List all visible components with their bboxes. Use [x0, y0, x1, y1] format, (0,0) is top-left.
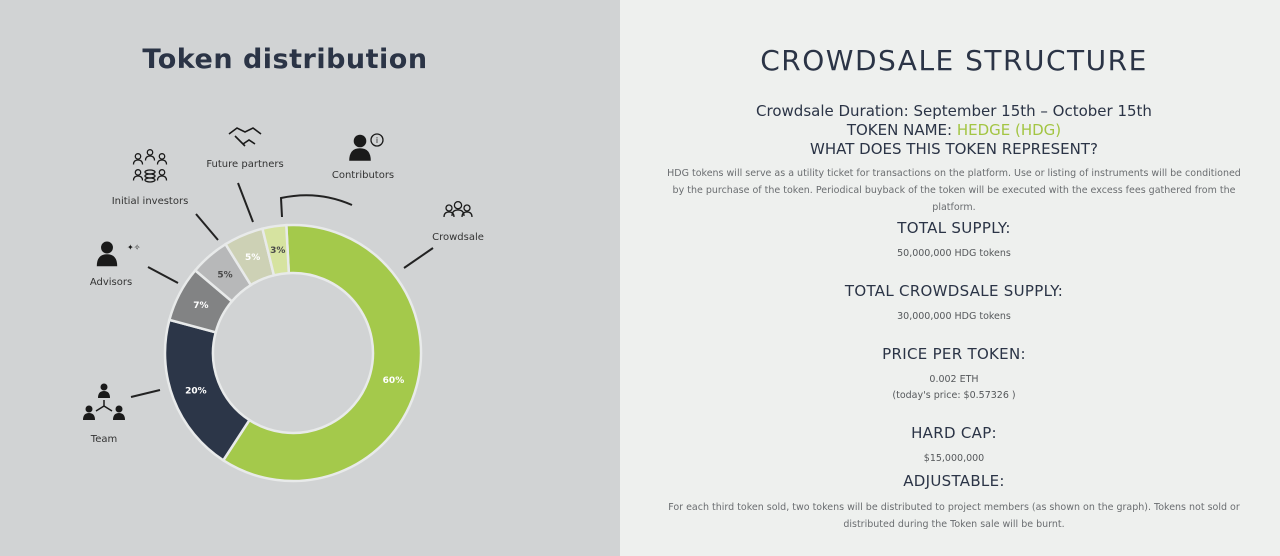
- category-label-crowdsale: Crowdsale: [432, 232, 484, 243]
- token-represent-heading: WHAT DOES THIS TOKEN REPRESENT?: [810, 140, 1098, 158]
- crowdsale-structure-title: CROWDSALE STRUCTURE: [760, 44, 1148, 77]
- donut-chart: [0, 0, 620, 556]
- value-label-future-partners: 5%: [245, 253, 261, 264]
- handshake-icon: [229, 128, 261, 146]
- total-supply-value: 50,000,000 HDG tokens: [897, 248, 1011, 259]
- token-name-label: TOKEN NAME:: [846, 121, 957, 139]
- connector-crowdsale: [404, 248, 433, 268]
- crowdsale-supply-value: 30,000,000 HDG tokens: [897, 311, 1011, 322]
- connector-advisors: [148, 267, 178, 283]
- crowdsale-structure-panel: [620, 0, 1280, 556]
- svg-text:i: i: [375, 136, 379, 145]
- hard-cap-value: $15,000,000: [923, 453, 985, 464]
- token-represent-text: HDG tokens will serve as a utility ticket for transactions on the platform. Use or listing of instruments will be conditioned by the purchase of the token. Periodical buyback of the token will be executed with the excess fees gathered from the platform.: [667, 168, 1241, 213]
- token-distribution-panel: [0, 0, 620, 556]
- adjustable-text: For each third token sold, two tokens will be distributed to project members (as shown on the graph). Tokens not sold or distributed during the Token sale will be burnt.: [668, 502, 1240, 530]
- category-label-advisors: Advisors: [89, 277, 133, 288]
- category-label-future-partners: Future partners: [206, 159, 284, 170]
- token-name-value: HEDGE (HDG): [956, 121, 1062, 139]
- value-label-crowdsale: 60%: [382, 375, 405, 386]
- investors-icon: [134, 150, 167, 182]
- adjustable-heading: ADJUSTABLE:: [903, 472, 1005, 490]
- crowdsale-supply-heading: TOTAL CROWDSALE SUPPLY:: [844, 282, 1064, 300]
- crowd-icon: [444, 202, 472, 217]
- value-label-contributors: 3%: [270, 246, 286, 257]
- svg-text:✦✧: ✦✧: [127, 243, 141, 252]
- value-label-team: 20%: [185, 386, 207, 397]
- total-supply-heading: TOTAL SUPPLY:: [897, 219, 1011, 237]
- connector-initial-investors: [196, 214, 218, 240]
- chart-title: Token distribution: [142, 44, 428, 75]
- price-today: (today's price: $0.57326 ): [892, 390, 1016, 401]
- contributor-icon: [349, 134, 383, 161]
- price-value: 0.002 ETH: [929, 374, 979, 385]
- crowdsale-duration: Crowdsale Duration: September 15th – October 15th: [756, 102, 1152, 120]
- value-label-advisors: 7%: [193, 300, 209, 311]
- value-label-initial-investors: 5%: [217, 270, 233, 281]
- connector-contributors: [281, 195, 352, 217]
- hard-cap-heading: HARD CAP:: [911, 424, 997, 442]
- connector-future-partners: [238, 183, 253, 222]
- category-label-contributors: Contributors: [331, 170, 395, 181]
- connector-team: [131, 390, 160, 397]
- category-label-initial-investors: Initial investors: [111, 196, 189, 207]
- team-icon: [83, 384, 125, 421]
- category-label-team: Team: [90, 434, 118, 445]
- price-heading: PRICE PER TOKEN:: [882, 345, 1026, 363]
- token-name-line: [620, 121, 1280, 139]
- slice-team: [165, 320, 249, 460]
- advisor-icon: [97, 242, 141, 267]
